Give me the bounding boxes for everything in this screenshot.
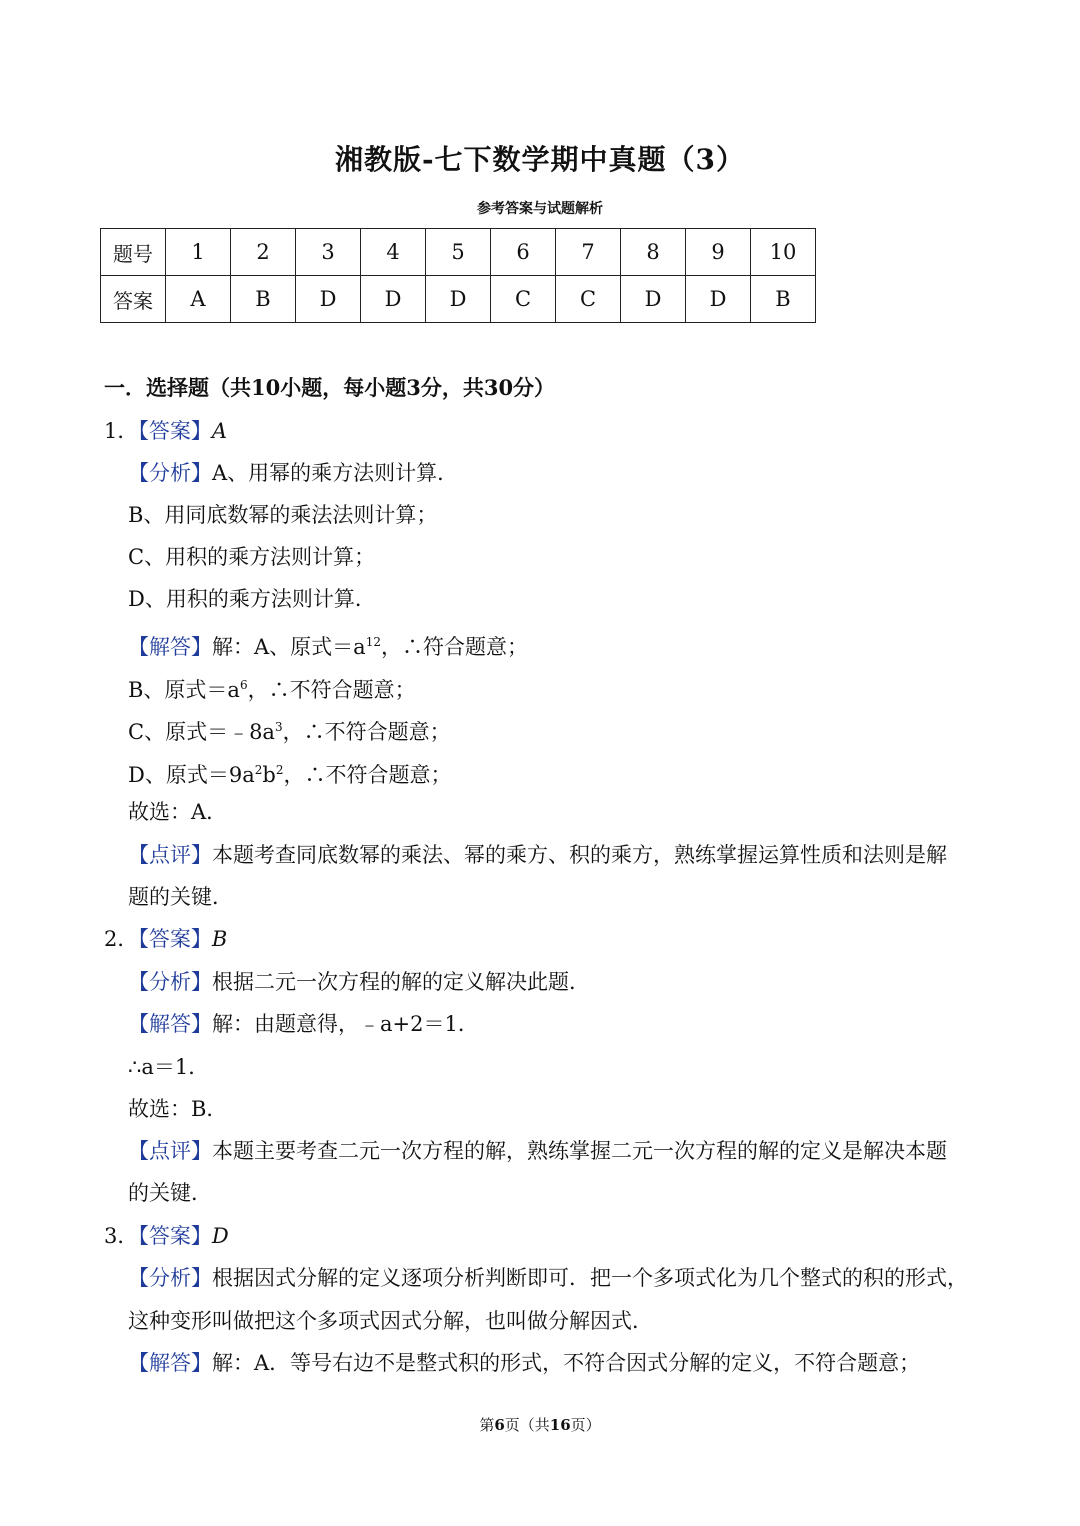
solution-tag: 【解答】 (128, 1351, 212, 1375)
page-total: 16 (549, 1416, 571, 1434)
table-cell: 1 (166, 229, 231, 276)
answer-table-row-answers (101, 276, 816, 323)
q1-analysis-c: C、用积的乘方法则计算； (128, 545, 376, 569)
q2-comment-line (128, 1136, 947, 1166)
table-cell: 2 (231, 229, 296, 276)
comment-text: 本题主要考查二元一次方程的解，熟练掌握二元一次方程的解的定义是解决本题 (212, 1139, 947, 1163)
q1-solution-b (128, 670, 416, 705)
question-number: 3． (104, 1224, 139, 1248)
footer-text: 页（共 (504, 1416, 550, 1434)
exponent: 2 (254, 763, 263, 777)
analysis-text: 根据因式分解的定义逐项分析判断即可．把一个多项式化为几个整式的积的形式， (212, 1266, 968, 1290)
q3-answer-line (104, 1221, 229, 1251)
q1-analysis-d: D、用积的乘方法则计算． (128, 587, 376, 611)
table-header-answer: 答案 (101, 276, 166, 323)
answer-value: B (211, 927, 228, 951)
table-cell: D (686, 276, 751, 323)
q1-analysis-line (128, 458, 458, 488)
table-cell: 10 (751, 229, 816, 276)
solution-text: D、原式＝9a (128, 763, 255, 787)
q1-answer-line (104, 416, 227, 446)
q2-comment-cont: 的关键． (128, 1181, 212, 1205)
q3-analysis-cont: 这种变形叫做把这个多项式因式分解，也叫做分解因式． (128, 1309, 653, 1333)
exponent: 2 (275, 763, 284, 777)
answer-value: A (211, 419, 228, 443)
table-cell: 8 (621, 229, 686, 276)
table-cell: D (621, 276, 686, 323)
answer-tag: 【答案】 (138, 1224, 212, 1248)
answer-tag: 【答案】 (138, 419, 212, 443)
answer-table-row-numbers (101, 229, 816, 276)
solution-text: 解：A、原式＝a (212, 635, 366, 659)
exponent: 3 (274, 720, 283, 734)
table-cell: 5 (426, 229, 491, 276)
q1-comment-cont: 题的关键． (128, 885, 233, 909)
table-cell: C (556, 276, 621, 323)
page-title: 湘教版-七下数学期中真题（3） (334, 143, 746, 176)
page-footer (0, 1414, 1080, 1435)
q2-therefore: ∴a＝1． (128, 1055, 210, 1079)
table-cell: A (166, 276, 231, 323)
table-cell: D (426, 276, 491, 323)
solution-tag: 【解答】 (128, 635, 212, 659)
q1-choose: 故选：A． (128, 800, 228, 824)
footer-text: 第 (479, 1416, 495, 1434)
q3-solution-line (128, 1348, 920, 1378)
page-number: 6 (494, 1416, 505, 1434)
solution-text: b (262, 763, 276, 787)
q1-comment-line (128, 840, 947, 870)
exponent: 12 (365, 635, 381, 649)
answer-table (100, 228, 816, 323)
q3-analysis-line (128, 1263, 968, 1293)
analysis-text: A、用幂的乘方法则计算． (212, 461, 459, 485)
answer-tag: 【答案】 (138, 927, 212, 951)
q1-solution-a (128, 627, 528, 662)
q1-analysis-b: B、用同底数幂的乘法法则计算； (128, 503, 438, 527)
solution-text: ，∴不符合题意； (247, 678, 416, 702)
table-cell: 7 (556, 229, 621, 276)
answer-value: D (211, 1224, 229, 1248)
analysis-text: 根据二元一次方程的解的定义解决此题． (212, 970, 590, 994)
analysis-tag: 【分析】 (128, 461, 212, 485)
q2-analysis-line (128, 967, 590, 997)
table-cell: B (231, 276, 296, 323)
solution-text: C、原式＝﹣8a (128, 720, 275, 744)
comment-tag: 【点评】 (128, 843, 212, 867)
q2-answer-line (104, 924, 227, 954)
section-heading: 一．选择题（共10小题，每小题3分，共30分） (104, 375, 556, 400)
comment-tag: 【点评】 (128, 1139, 212, 1163)
q2-choose: 故选：B． (128, 1097, 228, 1121)
q1-solution-c (128, 712, 451, 747)
table-cell: D (361, 276, 426, 323)
page-subtitle: 参考答案与试题解析 (477, 201, 603, 217)
table-cell: 4 (361, 229, 426, 276)
solution-tag: 【解答】 (128, 1012, 212, 1036)
table-cell: 6 (491, 229, 556, 276)
question-number: 1． (104, 419, 139, 443)
solution-text: ，∴不符合题意； (282, 720, 451, 744)
question-number: 2． (104, 927, 139, 951)
table-cell: B (751, 276, 816, 323)
solution-text: B、原式＝a (128, 678, 240, 702)
table-cell: 3 (296, 229, 361, 276)
q2-solution-line (128, 1009, 479, 1039)
analysis-tag: 【分析】 (128, 1266, 212, 1290)
solution-text: ，∴不符合题意； (283, 763, 452, 787)
solution-text: ，∴符合题意； (380, 635, 528, 659)
analysis-tag: 【分析】 (128, 970, 212, 994)
q1-solution-d (128, 755, 451, 790)
solution-text: 解：由题意得，﹣a+2＝1． (212, 1012, 479, 1036)
comment-text: 本题考查同底数幂的乘法、幂的乘方、积的乘方，熟练掌握运算性质和法则是解 (212, 843, 947, 867)
solution-text: 解：A．等号右边不是整式积的形式，不符合因式分解的定义，不符合题意； (212, 1351, 921, 1375)
table-header-number: 题号 (101, 229, 166, 276)
exponent: 6 (239, 678, 248, 692)
table-cell: D (296, 276, 361, 323)
footer-text: 页） (570, 1416, 601, 1434)
table-cell: 9 (686, 229, 751, 276)
table-cell: C (491, 276, 556, 323)
